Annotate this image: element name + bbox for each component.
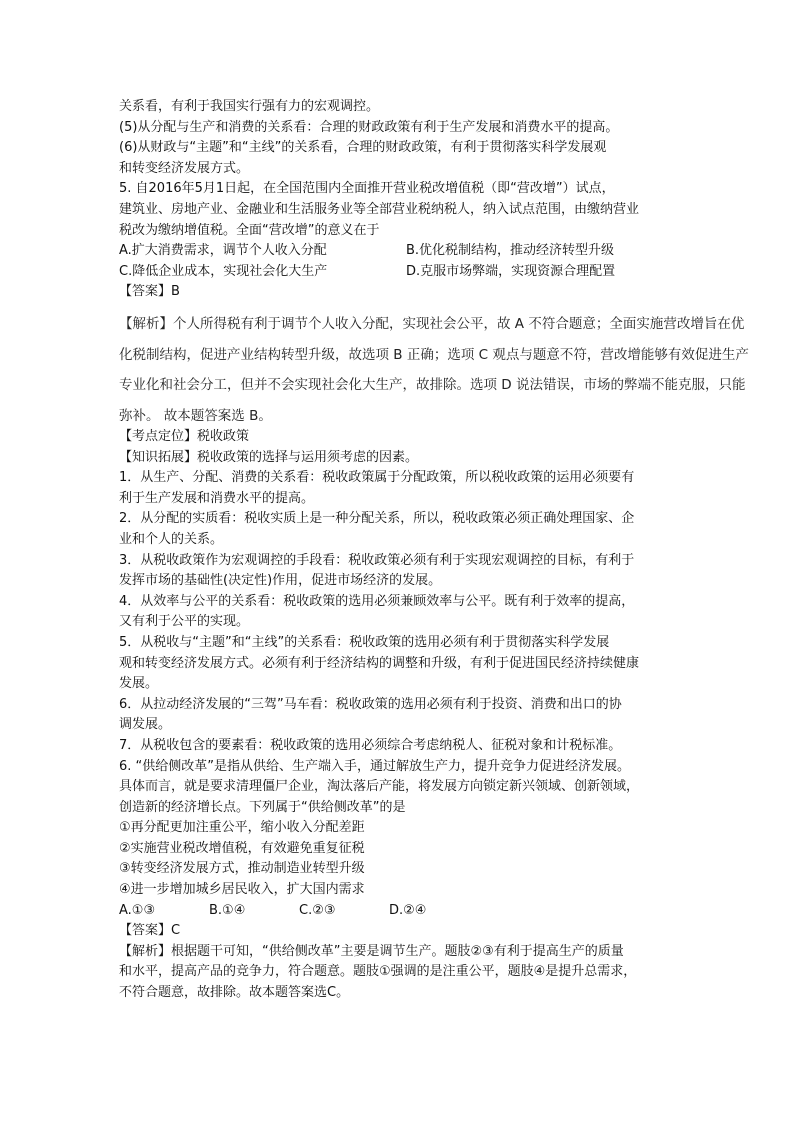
option-d: D.克服市场弊端，实现资源合理配置 [406,263,616,279]
question-6-analysis: 和水平，提高产品的竞争力，符合题意。题肢①强调的是注重公平，题肢④是提升总需求， [119,964,637,980]
text-line: 7．从税收包含的要素看：税收政策的选用必须综合考虑纳税人、征税对象和计税标准。 [119,737,622,753]
option-c: C.降低企业成本，实现社会化大生产 [119,263,328,279]
text-line: 调发展。 [119,717,172,733]
document-top [119,97,679,303]
question-5-answer: 【答案】B [119,284,180,300]
text-line: 和转变经济发展方式。 [119,160,250,176]
statement-4: ④进一步增加城乡居民收入，扩大国内需求 [119,882,365,898]
question-5-options-row [119,262,679,283]
text-line: (6)从财政与“主题”和“主线”的关系看，合理的财政政策，有利于贯彻落实科学发展观 [119,140,607,156]
text-line: 1．从生产、分配、消费的关系看：税收政策属于分配政策，所以税收政策的运用必须要有 [119,470,635,486]
text-line: 6．从拉动经济发展的“三驾”马车看：税收政策的选用必须有利于投资、消费和出口的协 [119,696,622,712]
text-line: (5)从分配与生产和消费的关系看：合理的财政政策有利于生产发展和消费水平的提高。 [119,119,619,135]
question-5-analysis [119,309,769,432]
question-5-stem: 5. 自2016年5月1日起，在全国范围内全面推开营业税改增值税（即“营改增”）试点， [119,181,615,197]
text-line: 发挥市场的基础性(决定性)作用，促进市场经济的发展。 [119,573,442,589]
analysis-line: 专业化和社会分工，但并不会实现社会化大生产，故排除。选项 D 说法错误，市场的弊端不能克服，只能 [119,377,746,394]
question-6-analysis: 不符合题意，故排除。故本题答案选C。 [119,985,350,1001]
statement-1: ①再分配更加注重公平，缩小收入分配差距 [119,820,365,836]
option-d: D.②④ [389,902,427,918]
text-line: 利于生产发展和消费水平的提高。 [119,490,315,506]
question-5-stem: 建筑业、房地产业、金融业和生活服务业等全部营业税纳税人，纳入试点范围，由缴纳营业 [119,201,640,217]
question-6-stem: 具体而言，就是要求清理僵尸企业，淘汰落后产能，将发展方向锁定新兴领域、创新领域， [119,779,640,795]
text-line: 4．从效率与公平的关系看：税收政策的选用必须兼顾效率与公平。既有利于效率的提高， [119,593,635,609]
document-bottom [119,427,679,1004]
text-line: 3．从税收政策作为宏观调控的手段看：税收政策必须有利于实现宏观调控的目标，有利于 [119,552,635,568]
text-line: 关系看，有利于我国实行强有力的宏观调控。 [119,99,380,114]
question-5-stem: 税改为缴纳增值税。全面“营改增”的意义在于 [119,222,380,238]
analysis-line: 化税制结构，促进产业结构转型升级，故选项 B 正确；选项 C 观点与题意不符，营改增能够有效促进生产 [119,346,749,363]
text-line: 2．从分配的实质看：税收实质上是一种分配关系，所以，税收政策必须正确处理国家、企 [119,511,635,527]
statement-3: ③转变经济发展方式，推动制造业转型升级 [119,861,365,877]
question-6-answer: 【答案】C [119,923,181,939]
question-6-options-row [119,901,679,922]
text-line: 观和转变经济发展方式。必须有利于经济结构的调整和升级，有利于促进国民经济持续健康 [119,655,640,671]
option-a: A.扩大消费需求，调节个人收入分配 [119,243,327,259]
text-line: 业和个人的关系。 [119,531,224,547]
question-6-analysis: 【解析】根据题干可知，“供给侧改革”主要是调节生产。题肢②③有利于提高生产的质量 [119,943,624,959]
question-5-options-row [119,241,679,262]
text-line: 5．从税收与“主题”和“主线”的关系看：税收政策的选用必须有利于贯彻落实科学发展 [119,634,610,650]
statement-2: ②实施营业税改增值税，有效避免重复征税 [119,840,365,856]
option-b: B.①④ [209,902,246,918]
option-b: B.优化税制结构，推动经济转型升级 [406,243,615,259]
option-a: A.①③ [119,902,156,918]
analysis-line: 【解析】个人所得税有利于调节个人收入分配，实现社会公平，故 A 不符合题意；全面实施营改增旨在优 [119,316,745,332]
question-6-stem: 6. “供给侧改革”是指从供给、生产端入手，通过解放生产力，提升竞争力促进经济发展。 [119,758,631,774]
topic-location: 【考点定位】税收政策 [119,429,250,444]
text-line: 又有利于公平的实现。 [119,614,250,630]
analysis-line: 弥补。 故本题答案选 B。 [119,408,272,425]
knowledge-extension-title: 【知识拓展】税收政策的选择与运用须考虑的因素。 [119,449,419,465]
text-line: 发展。 [119,676,159,692]
question-6-stem: 创造新的经济增长点。下列属于“供给侧改革”的是 [119,799,406,815]
option-c: C.②③ [299,902,336,918]
